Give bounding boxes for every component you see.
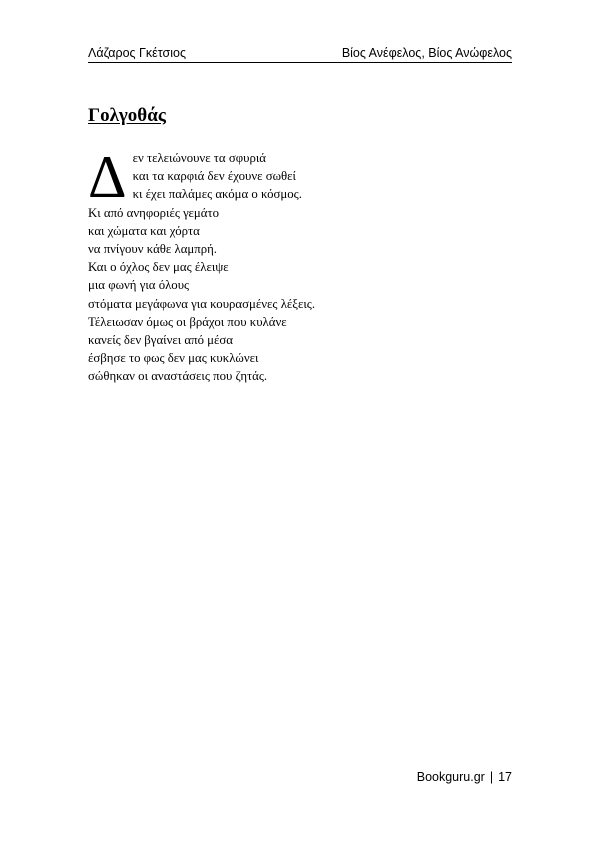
poem-line: Κι από ανηφοριές γεμάτο xyxy=(88,205,219,220)
poem-line: να πνίγουν κάθε λαμπρή. xyxy=(88,242,218,257)
page-footer xyxy=(417,769,512,785)
poem-line: έσβησε το φως δεν μας κυκλώνει xyxy=(88,351,259,366)
poem-line: κι έχει παλάμες ακόμα ο κόσμος. xyxy=(132,187,302,202)
page-number: 17 xyxy=(498,770,512,784)
poem-line: στόματα μεγάφωνα για κουρασμένες λέξεις. xyxy=(88,296,316,311)
page-header xyxy=(88,44,512,63)
poem-line: εν τελειώνουνε τα σφυριά xyxy=(132,151,266,165)
poem-line: Τέλειωσαν όμως οι βράχοι που κυλάνε xyxy=(88,314,287,329)
poem-body xyxy=(88,144,448,386)
poem-line: Και ο όχλος δεν μας έλειψε xyxy=(88,260,229,275)
poem-line: και χώματα και χόρτα xyxy=(88,223,200,238)
poem-title: Γολγοθάς xyxy=(88,105,166,126)
poem-line: μια φωνή για όλους xyxy=(88,278,190,293)
drop-cap-letter: Δ xyxy=(88,144,127,210)
poem-line: σώθηκαν οι αναστάσεις που ζητάς. xyxy=(88,369,268,384)
footer-separator: | xyxy=(489,770,494,784)
poem-line: κανείς δεν βγαίνει από μέσα xyxy=(88,333,234,348)
footer-site: Bookguru.gr xyxy=(416,770,485,784)
poem-line: και τα καρφιά δεν έχουνε σωθεί xyxy=(132,169,297,184)
header-book-title: Βίος Ανέφελος, Βίος Ανώφελος xyxy=(341,46,512,60)
header-author: Λάζαρος Γκέτσιος xyxy=(88,46,186,60)
